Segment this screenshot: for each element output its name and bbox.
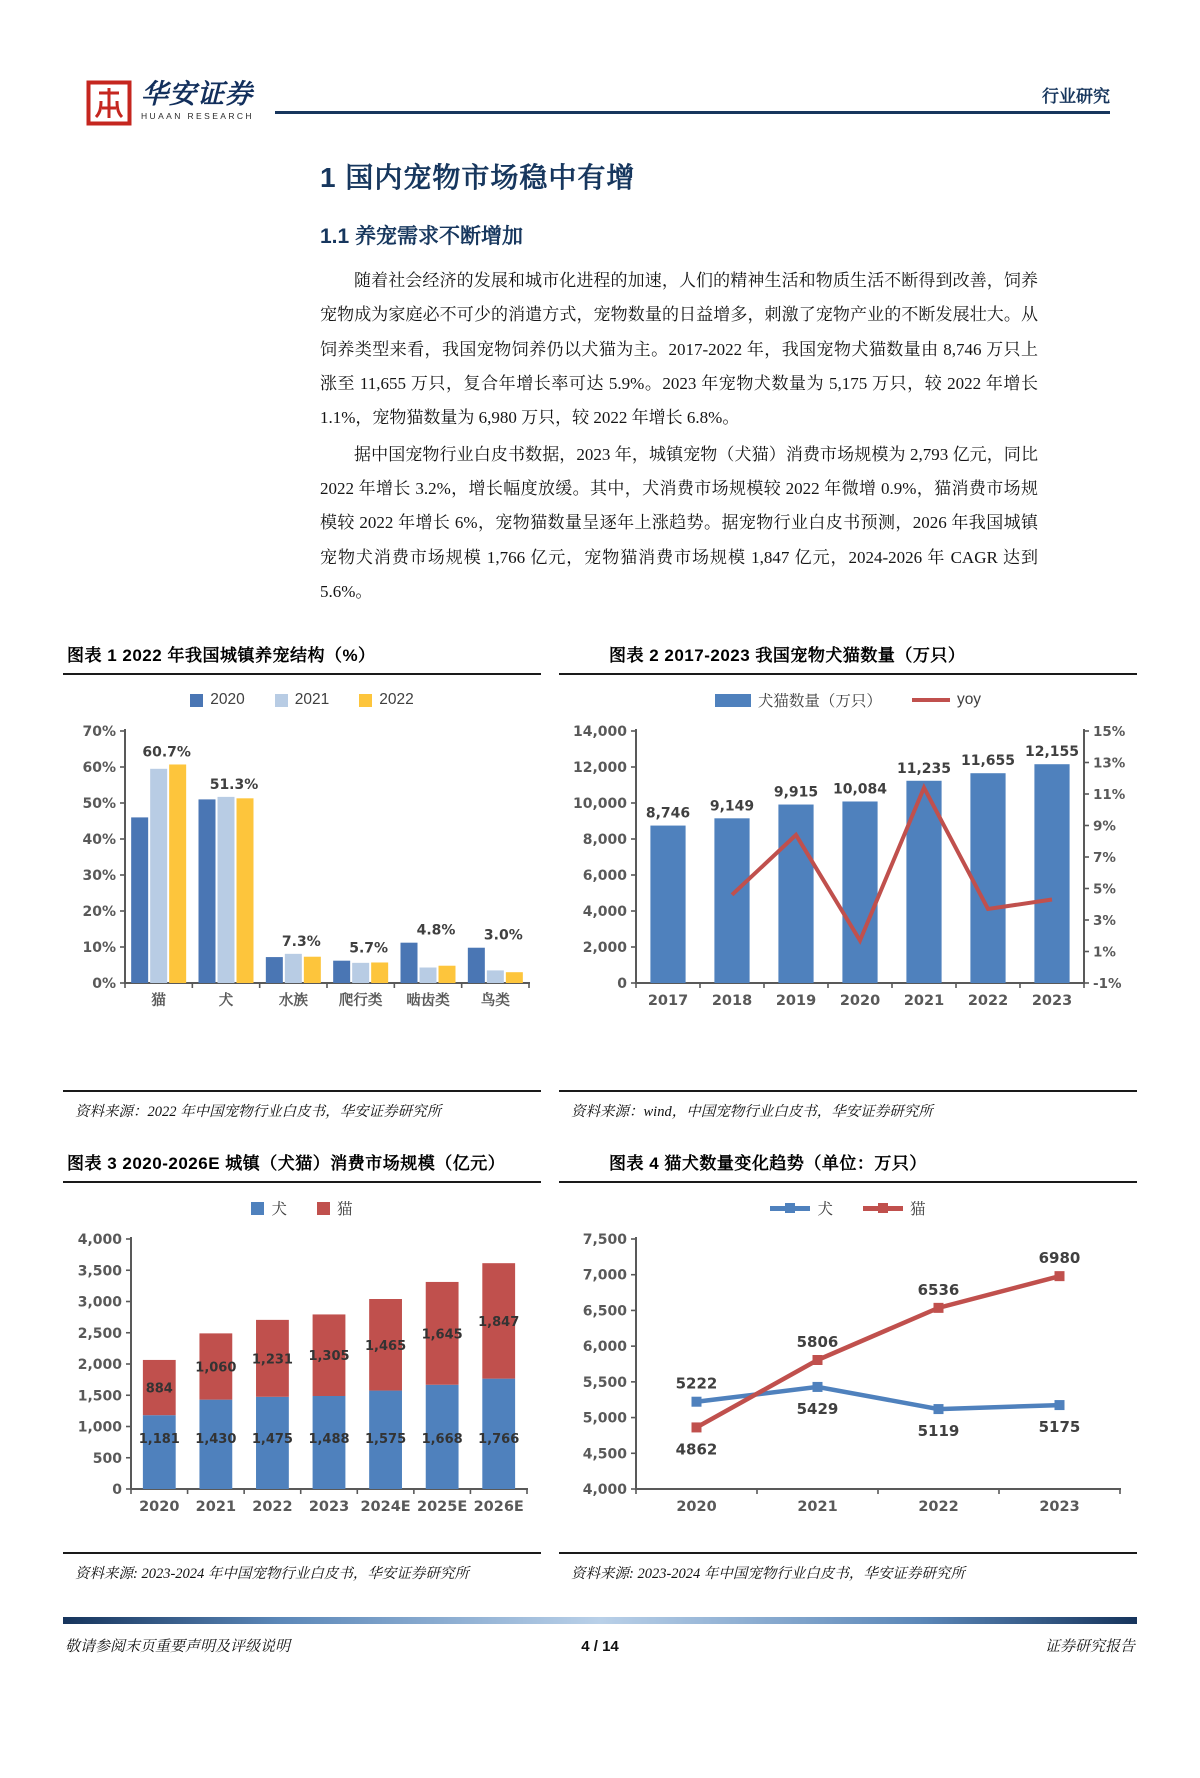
svg-text:60%: 60% xyxy=(82,760,116,777)
svg-text:4862: 4862 xyxy=(675,1440,718,1459)
chart-title: 图表 2 2017-2023 我国宠物犬猫数量（万只） xyxy=(559,639,1137,675)
svg-text:0%: 0% xyxy=(92,976,116,993)
svg-text:1,766: 1,766 xyxy=(478,1432,520,1448)
report-page xyxy=(0,80,1200,1656)
svg-text:2020: 2020 xyxy=(839,993,881,1010)
cat-dog-trend-svg xyxy=(560,1223,1136,1523)
svg-text:5%: 5% xyxy=(1093,881,1116,898)
svg-text:3,500: 3,500 xyxy=(77,1263,122,1280)
svg-text:5,500: 5,500 xyxy=(582,1375,627,1392)
brand xyxy=(86,80,254,131)
brand-text xyxy=(141,80,254,121)
svg-text:40%: 40% xyxy=(82,832,116,849)
legend-item-2021 xyxy=(275,691,329,709)
chart-legend xyxy=(559,689,1137,711)
chart-title: 图表 4 猫犬数量变化趋势（单位：万只） xyxy=(559,1147,1137,1183)
svg-text:7,000: 7,000 xyxy=(582,1267,627,1284)
legend-item-2020 xyxy=(190,691,244,709)
svg-text:6536: 6536 xyxy=(917,1281,960,1300)
chart-card-cat-dog-trend xyxy=(559,1147,1137,1583)
svg-text:2020: 2020 xyxy=(139,1499,180,1516)
svg-text:2021: 2021 xyxy=(195,1499,237,1516)
legend-swatch-icon xyxy=(251,1202,264,1215)
svg-text:2022: 2022 xyxy=(252,1499,293,1516)
stack-seg-犬 xyxy=(143,1415,176,1489)
svg-text:60.7%: 60.7% xyxy=(142,744,191,761)
consumption-market-svg xyxy=(67,1223,537,1523)
svg-text:11,655: 11,655 xyxy=(960,753,1016,770)
svg-text:2023: 2023 xyxy=(1039,1499,1080,1516)
svg-text:5119: 5119 xyxy=(917,1422,960,1441)
svg-text:2023: 2023 xyxy=(308,1499,350,1516)
legend-swatch-icon xyxy=(317,1202,330,1215)
svg-text:11,235: 11,235 xyxy=(896,761,952,778)
chart-plot xyxy=(63,1223,541,1523)
svg-text:500: 500 xyxy=(92,1451,122,1468)
svg-text:8,746: 8,746 xyxy=(645,805,691,822)
svg-text:爬行类: 爬行类 xyxy=(338,993,383,1010)
svg-text:1,000: 1,000 xyxy=(77,1419,122,1436)
svg-text:1,181: 1,181 xyxy=(138,1432,180,1448)
legend-item-line xyxy=(912,691,981,709)
page-footer xyxy=(63,1617,1137,1656)
header-rule xyxy=(275,111,1110,114)
section-title: 1 国内宠物市场稳中有增 xyxy=(320,162,636,193)
svg-text:水族: 水族 xyxy=(278,993,308,1010)
svg-text:1,500: 1,500 xyxy=(77,1388,122,1405)
legend-swatch-icon xyxy=(190,694,203,707)
svg-text:12,000: 12,000 xyxy=(572,760,627,777)
svg-text:6,500: 6,500 xyxy=(582,1303,627,1320)
svg-text:1,645: 1,645 xyxy=(421,1327,463,1343)
legend-label: 猫 xyxy=(910,1201,926,1219)
chart-title: 图表 3 2020-2026E 城镇（犬猫）消费市场规模（亿元） xyxy=(63,1147,541,1183)
report-body xyxy=(320,156,1038,609)
svg-text:1,430: 1,430 xyxy=(195,1432,237,1448)
chart-legend xyxy=(63,1197,541,1219)
svg-text:9,149: 9,149 xyxy=(709,798,755,815)
legend-line-swatch-icon xyxy=(863,1206,903,1211)
chart-card-consumption-market xyxy=(63,1147,541,1583)
chart-card-urban-pet-structure xyxy=(63,639,541,1121)
legend-swatch-icon xyxy=(359,694,372,707)
paragraph-1: 随着社会经济的发展和城市化进程的加速，人们的精神生活和物质生活不断得到改善，饲养宠物成为家庭必不可少的消遣方式，宠物数量的日益增多，刺激了宠物产业的不断发展壮大。从饲养类型来看，我国宠物饲养仍以犬猫为主。2017-2022 年，我国宠物犬猫数量由 8,746 万只上涨至 11,655 万只，复合年增长率可达 5.9%。2023 年宠物犬数量为 5,175 万只，较 2022 年增长 1.1%，宠物猫数量为 6,980 万只，较 2022 年增长 6.8%。 xyxy=(320,271,1038,428)
svg-text:5429: 5429 xyxy=(796,1400,839,1419)
svg-text:2019: 2019 xyxy=(775,993,817,1010)
svg-text:1,488: 1,488 xyxy=(308,1432,350,1448)
svg-text:啮齿类: 啮齿类 xyxy=(406,993,450,1010)
svg-text:2026E: 2026E xyxy=(473,1499,524,1516)
footer-gradient-bar xyxy=(63,1617,1137,1624)
svg-text:5806: 5806 xyxy=(796,1333,839,1352)
svg-text:70%: 70% xyxy=(82,724,116,741)
svg-text:7,500: 7,500 xyxy=(582,1232,627,1249)
legend-line-swatch-icon xyxy=(770,1206,810,1211)
brand-name-cn: 华安证券 xyxy=(141,79,253,109)
svg-text:3,000: 3,000 xyxy=(77,1294,122,1311)
legend-swatch-icon xyxy=(275,694,288,707)
svg-text:11%: 11% xyxy=(1093,787,1126,804)
svg-text:1,475: 1,475 xyxy=(251,1432,293,1448)
footer-disclaimer: 敬请参阅末页重要声明及评级说明 xyxy=(65,1639,291,1656)
legend-marker-icon xyxy=(878,1203,888,1213)
chart-source: 资料来源：wind，中国宠物行业白皮书，华安证券研究所 xyxy=(559,1090,1137,1121)
svg-text:15%: 15% xyxy=(1093,724,1126,741)
legend-item-2022 xyxy=(359,691,413,709)
svg-text:4.8%: 4.8% xyxy=(416,922,456,939)
legend-item-猫 xyxy=(863,1197,926,1219)
svg-text:1,847: 1,847 xyxy=(478,1315,520,1331)
svg-text:10%: 10% xyxy=(82,940,116,957)
svg-text:7.3%: 7.3% xyxy=(281,934,321,951)
legend-label: 2021 xyxy=(294,691,330,709)
paragraph-2: 据中国宠物行业白皮书数据，2023 年，城镇宠物（犬猫）消费市场规模为 2,793 亿元，同比 2022 年增长 3.2%，增长幅度放缓。其中，犬消费市场规模较 2022 年微增 0.9%，猫消费市场规模较 2022 年增长 6%，宠物猫数量呈逐年上涨趋势。据宠物行业白皮书预测，2026 年我国城镇宠物犬消费市场规模 1,766 亿元，宠物猫消费市场规模 1,847 亿元，2024-2026 年 CAGR 达到 5.6%。 xyxy=(320,444,1038,601)
svg-text:7%: 7% xyxy=(1093,850,1116,867)
svg-text:9,915: 9,915 xyxy=(773,784,819,801)
chart-plot xyxy=(559,1223,1137,1523)
svg-text:14,000: 14,000 xyxy=(572,724,627,741)
footer-row xyxy=(63,1624,1137,1656)
svg-text:3.0%: 3.0% xyxy=(483,928,523,945)
svg-text:1,668: 1,668 xyxy=(421,1432,463,1448)
svg-text:2,000: 2,000 xyxy=(77,1357,122,1374)
svg-text:1,231: 1,231 xyxy=(251,1352,293,1368)
svg-text:0: 0 xyxy=(617,976,627,993)
svg-text:51.3%: 51.3% xyxy=(209,777,259,794)
legend-label: yoy xyxy=(956,691,982,709)
svg-text:6,000: 6,000 xyxy=(582,868,627,885)
svg-text:8,000: 8,000 xyxy=(582,832,627,849)
legend-label: 2020 xyxy=(210,691,245,709)
svg-text:1,575: 1,575 xyxy=(365,1432,407,1448)
svg-text:2017: 2017 xyxy=(647,993,689,1010)
svg-text:13%: 13% xyxy=(1093,755,1126,772)
svg-text:884: 884 xyxy=(145,1381,173,1397)
legend-label: 犬 xyxy=(817,1201,833,1219)
svg-text:4,000: 4,000 xyxy=(582,904,627,921)
svg-text:2021: 2021 xyxy=(903,993,945,1010)
svg-text:1,060: 1,060 xyxy=(195,1360,237,1376)
svg-text:1,465: 1,465 xyxy=(365,1339,407,1355)
svg-text:6980: 6980 xyxy=(1038,1249,1081,1268)
legend-item-bar xyxy=(715,689,882,711)
dog-cat-count-svg xyxy=(560,715,1136,1017)
svg-text:猫: 猫 xyxy=(151,993,166,1010)
svg-text:50%: 50% xyxy=(82,796,116,813)
chart-legend xyxy=(63,689,541,711)
svg-text:2021: 2021 xyxy=(797,1499,838,1516)
subsection-title: 1.1 养宠需求不断增加 xyxy=(320,225,524,248)
svg-text:3%: 3% xyxy=(1093,913,1116,930)
svg-text:2023: 2023 xyxy=(1031,993,1073,1010)
legend-line-swatch-icon xyxy=(912,698,950,702)
svg-text:2,000: 2,000 xyxy=(582,940,627,957)
chart-title: 图表 1 2022 年我国城镇养宠结构（%） xyxy=(63,639,541,675)
svg-text:2018: 2018 xyxy=(711,993,753,1010)
svg-text:1%: 1% xyxy=(1093,944,1116,961)
svg-text:10,000: 10,000 xyxy=(572,796,627,813)
svg-text:鸟类: 鸟类 xyxy=(480,993,510,1010)
legend-item-犬 xyxy=(770,1197,833,1219)
legend-item-犬 xyxy=(251,1197,287,1219)
chart-plot xyxy=(63,715,541,1017)
svg-text:4,500: 4,500 xyxy=(582,1446,627,1463)
svg-text:2022: 2022 xyxy=(918,1499,959,1516)
svg-text:20%: 20% xyxy=(82,904,116,921)
huaan-seal-icon xyxy=(86,80,132,131)
svg-text:30%: 30% xyxy=(82,868,116,885)
chart-source: 资料来源：2022 年中国宠物行业白皮书，华安证券研究所 xyxy=(63,1090,541,1121)
svg-text:5175: 5175 xyxy=(1038,1418,1081,1437)
svg-text:9%: 9% xyxy=(1093,818,1116,835)
legend-marker-icon xyxy=(785,1203,795,1213)
svg-text:10,084: 10,084 xyxy=(832,781,888,798)
svg-text:2,500: 2,500 xyxy=(77,1326,122,1343)
chart-plot xyxy=(559,715,1137,1017)
urban-pet-structure-svg xyxy=(67,715,537,1017)
legend-bar-swatch-icon xyxy=(715,694,751,707)
legend-label: 犬猫数量（万只） xyxy=(757,693,882,711)
svg-text:1,305: 1,305 xyxy=(308,1349,350,1365)
legend-item-猫 xyxy=(317,1197,353,1219)
chart-source: 资料来源: 2023-2024 年中国宠物行业白皮书，华安证券研究所 xyxy=(559,1552,1137,1583)
chart-legend xyxy=(559,1197,1137,1219)
page-header xyxy=(63,80,1137,142)
svg-text:2022: 2022 xyxy=(967,993,1009,1010)
legend-label: 猫 xyxy=(337,1201,353,1219)
chart-source: 资料来源: 2023-2024 年中国宠物行业白皮书，华安证券研究所 xyxy=(63,1552,541,1583)
chart-card-dog-cat-count xyxy=(559,639,1137,1121)
svg-text:-1%: -1% xyxy=(1093,976,1122,993)
svg-text:0: 0 xyxy=(112,1482,122,1499)
svg-text:2020: 2020 xyxy=(676,1499,717,1516)
svg-text:5,000: 5,000 xyxy=(582,1410,627,1427)
svg-text:2024E: 2024E xyxy=(360,1499,411,1516)
legend-label: 2022 xyxy=(379,691,414,709)
report-category: 行业研究 xyxy=(1042,87,1110,106)
svg-text:6,000: 6,000 xyxy=(582,1339,627,1356)
svg-text:2025E: 2025E xyxy=(417,1499,468,1516)
footer-doc-type: 证券研究报告 xyxy=(1044,1639,1135,1656)
svg-text:12,155: 12,155 xyxy=(1024,744,1080,761)
page-number: 4 / 14 xyxy=(581,1638,619,1656)
svg-text:4,000: 4,000 xyxy=(77,1232,122,1249)
brand-name-en: HUAAN RESEARCH xyxy=(141,111,254,122)
svg-text:犬: 犬 xyxy=(218,993,234,1010)
svg-text:4,000: 4,000 xyxy=(582,1482,627,1499)
svg-text:5222: 5222 xyxy=(675,1374,718,1393)
legend-label: 犬 xyxy=(271,1201,287,1219)
svg-text:5.7%: 5.7% xyxy=(349,940,389,957)
charts-grid xyxy=(63,639,1137,1583)
